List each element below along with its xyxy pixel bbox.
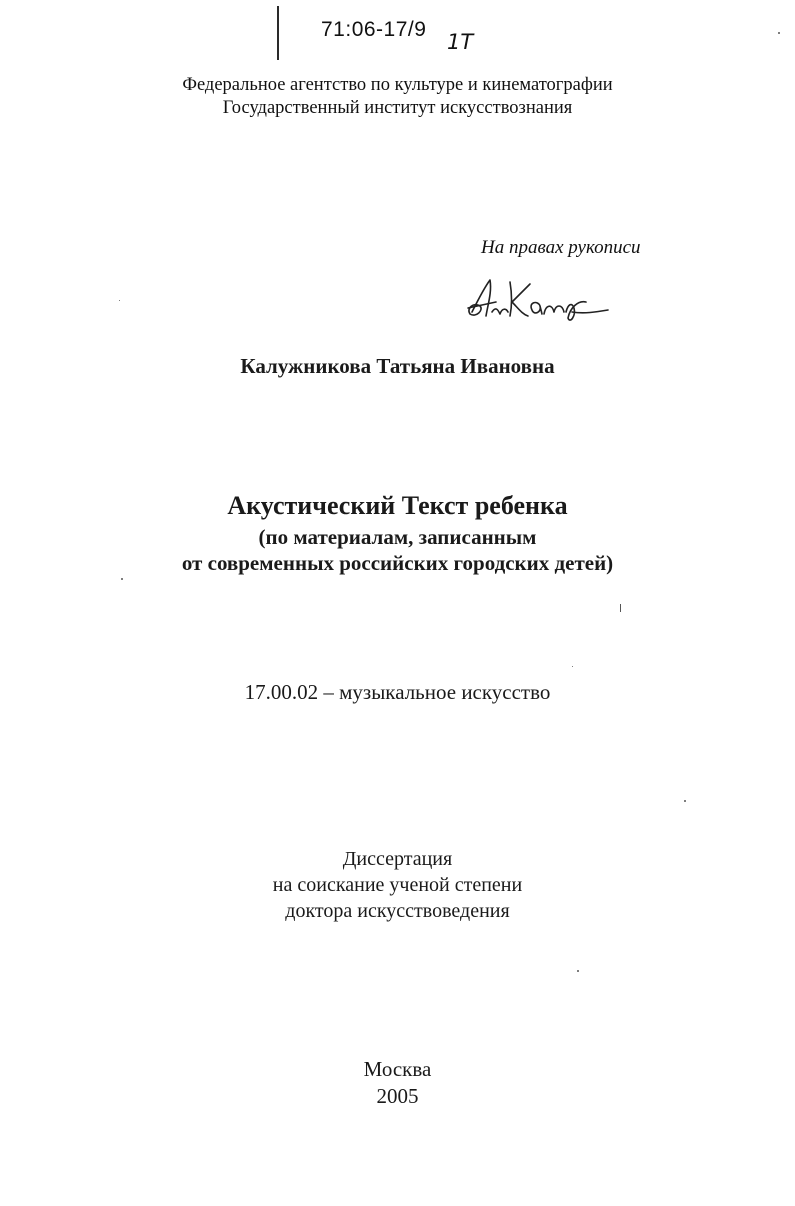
scan-speck [620,604,621,612]
manuscript-notice: На правах рукописи [481,237,641,258]
library-reference-code: 71:06-17/9 [321,18,427,41]
scan-speck [684,800,686,802]
organization-line-1: Федеральное агентство по культуре и кинематографии [182,75,613,95]
degree-line-1: Диссертация [342,848,453,870]
dissertation-subtitle-line-2: от современных российских городских детей) [181,551,614,575]
scan-speck [778,32,780,34]
scan-speck [119,300,120,301]
organization-line-2: Государственный институт искусствознания [222,98,573,118]
degree-line-3: доктора искусствоведения [285,900,510,922]
scan-speck [121,578,123,580]
author-signature [462,272,612,324]
degree-line-2: на соискание ученой степени [272,874,523,896]
handwritten-mark: 1Т [447,30,474,54]
year: 2005 [376,1084,419,1108]
dissertation-subtitle-line-1: (по материалам, записанным [258,525,537,549]
dissertation-title: Акустический Текст ребенка [227,491,568,520]
author-name: Калужникова Татьяна Ивановна [240,354,555,378]
city: Москва [363,1057,432,1081]
stamp-divider-line [277,6,279,60]
scan-speck [577,970,579,972]
specialty-code: 17.00.02 – музыкальное искусство [244,680,551,704]
scan-speck [572,666,573,667]
